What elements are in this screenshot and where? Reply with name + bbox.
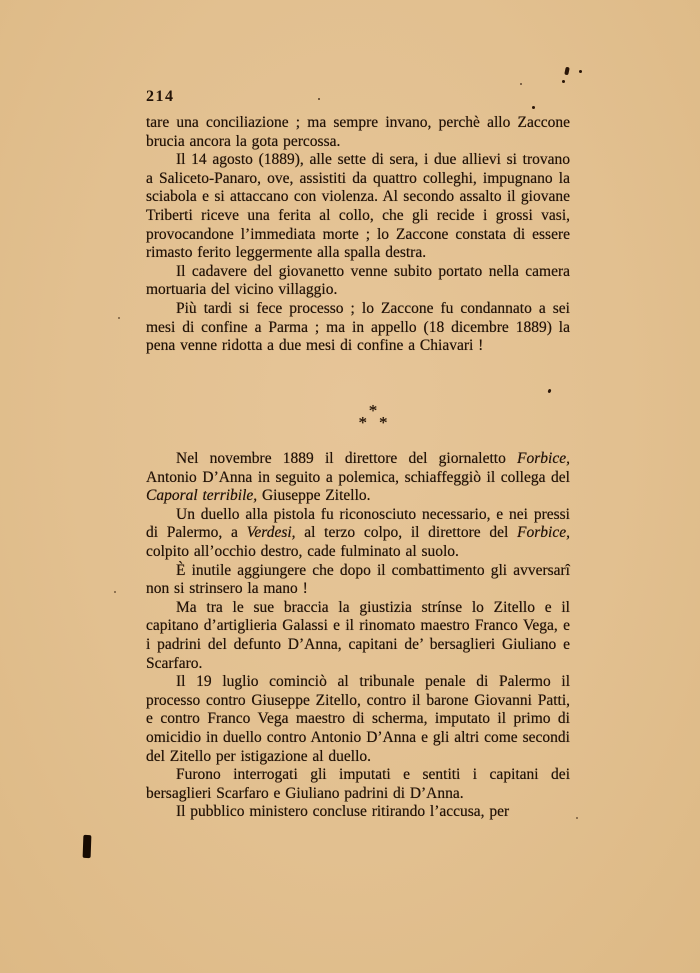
ink-speck [576, 817, 578, 819]
paragraph [146, 450, 570, 506]
page-number: 214 [146, 88, 175, 105]
text-segment: Il cadavere del giovanetto venne subito portato nella camera mortuaria del vicino villaggio. [146, 262, 570, 299]
ink-speck [547, 389, 551, 394]
asterism-top-row [161, 401, 585, 420]
italic-text-segment: Forbice, [517, 450, 570, 467]
paragraph [146, 506, 570, 562]
text-segment: Più tardi si fece processo ; lo Zaccone fu condannato a sei mesi di confine a Parma ; ma in appello (18 dicembre 1889) la pena venne ridotta a due mesi di confine a Chiavari ! [146, 299, 570, 355]
text-segment: Giuseppe Zitello. [257, 487, 371, 505]
asterisk-glyph: * [358, 413, 367, 432]
ink-speck [532, 106, 535, 109]
text-segment: Il 14 agosto (1889), alle sette di sera, i due allievi si trovano a Saliceto-Panaro, ove, assistiti da quattro colleghi, impugnano la sciabola e si attaccano con violenza. Al secondo assalto il giovane Triberti riceve una ferita al collo, che gli recide i grossi vasi, provocandone l’immediata morte ; lo Zaccone constata di essere rimasto ferito leggermente alla spalla destra. [146, 151, 570, 262]
ink-speck [579, 70, 582, 73]
text-segment: tare una conciliazione ; ma sempre invano, perchè allo Zaccone brucia ancora la gota percossa. [146, 114, 570, 150]
body-text-block-1 [146, 114, 570, 356]
ink-speck [520, 83, 522, 85]
body-text-block-2 [146, 450, 570, 822]
text-segment: Antonio D’Anna in seguito a polemica, schiaffeggiò il collega del [146, 468, 570, 486]
ink-speck [562, 80, 565, 83]
paragraph [146, 766, 570, 803]
asterism-bottom-row [161, 413, 585, 432]
text-segment: Furono interrogati gli imputati e sentiti i capitani dei bersaglieri Scarfaro e Giuliano padrini di D’Anna. [146, 766, 570, 802]
paragraph [146, 300, 570, 356]
italic-text-segment: Forbice, [517, 524, 570, 542]
text-segment: È inutile aggiungere che dopo il combattimento gli avversarî non si strinsero la mano ! [146, 561, 570, 598]
paragraph [146, 114, 570, 151]
text-segment: Nel novembre 1889 il direttore del giornaletto [176, 450, 518, 467]
asterisk-glyph: * [379, 413, 388, 432]
paragraph [146, 263, 570, 300]
text-segment: al terzo colpo, il direttore del [295, 524, 518, 542]
text-segment: Il 19 luglio cominciò al tribunale penale di Palermo il processo contro Giuseppe Zitello, contro il barone Giovanni Patti, e contro Franco Vega maestro di scherma, imputato il primo di omicidio in duello contro Antonio D’Anna e gli altri come secondi del Zitello per istigazione al duello. [146, 673, 570, 765]
asterisk-glyph: * [368, 401, 378, 420]
text-segment: colpito all’occhio destro, cade fulminato al suolo. [146, 542, 459, 560]
italic-text-segment: Verdesi, [246, 524, 296, 542]
paragraph [146, 803, 570, 822]
ink-blot [83, 835, 92, 858]
ink-speck [114, 591, 116, 593]
ink-speck [118, 317, 120, 319]
ink-speck [318, 98, 320, 100]
paragraph [146, 151, 570, 263]
paragraph [146, 599, 570, 673]
ink-speck [564, 67, 570, 76]
paragraph [146, 562, 570, 599]
text-segment: Un duello alla pistola fu riconosciuto necessario, e nei pressi di Palermo, a [146, 505, 570, 542]
text-segment: Ma tra le sue braccia la giustizia strínse lo Zitello e il capitano d’artiglieria Galassi e il rinomato maestro Franco Vega, e i padrini del defunto D’Anna, capitani de’ bersaglieri Giuliano e Scarfaro. [146, 598, 570, 672]
paragraph [146, 673, 570, 766]
text-segment: Il pubblico ministero concluse ritirando l’accusa, per [176, 803, 510, 821]
section-divider-asterism [146, 401, 570, 432]
italic-text-segment: Caporal terribile, [146, 487, 258, 505]
